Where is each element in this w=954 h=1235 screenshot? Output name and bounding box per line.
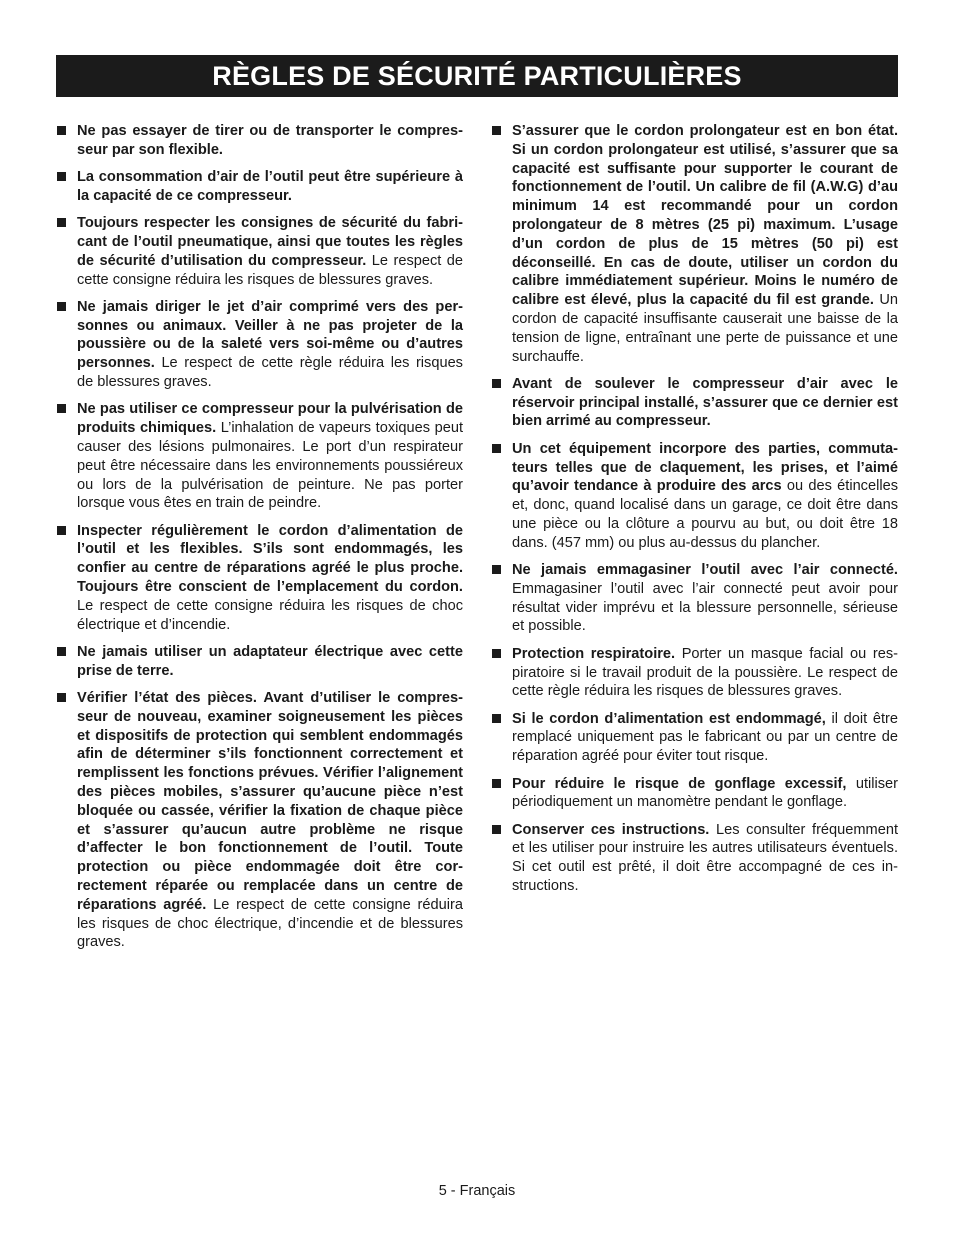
safety-rule-item [491, 775, 898, 813]
square-bullet-icon [492, 126, 501, 135]
safety-rule-item [491, 710, 898, 766]
rule-body-text: Emmagasiner l’outil avec l’air connecté peut avoir pour résultat vider imprévu et la blessure personnelle, sérieuse et possible. [512, 580, 898, 635]
square-bullet-icon [57, 404, 66, 413]
square-bullet-icon [57, 172, 66, 181]
safety-rule-item [491, 645, 898, 701]
safety-rule-item [491, 375, 898, 431]
page-footer: 5 - Français [438, 1183, 516, 1199]
rule-body-text: Le respect de cette consigne réduira les risques de choc électrique et d’incendie. [77, 597, 463, 633]
square-bullet-icon [492, 565, 501, 574]
rule-bold-text: La consommation d’air de l’outil peut être supérieure à la capacité de ce compresseur. [77, 169, 463, 204]
square-bullet-icon [492, 714, 501, 723]
square-bullet-icon [57, 526, 66, 535]
rule-bold-text: Ne jamais emmagasiner l’outil avec l’air connecté. [512, 562, 898, 579]
rule-bold-text: Toujours respecter les consignes de sécurité du fabricant de l’outil pneumatique, ainsi que toutes les règles de sécurité d’utilisation du compresseur. [77, 215, 463, 269]
square-bullet-icon [57, 302, 66, 311]
square-bullet-icon [492, 649, 501, 658]
square-bullet-icon [57, 647, 66, 656]
safety-rule-item [56, 400, 463, 513]
right-column [491, 122, 898, 904]
title-bar [56, 55, 898, 97]
rule-bold-text: Si le cordon d’alimentation est endommagé, [512, 710, 826, 727]
safety-rule-item [56, 214, 463, 289]
square-bullet-icon [57, 693, 66, 702]
safety-rule-item [491, 122, 898, 366]
rule-bold-text: Ne jamais utiliser un adaptateur électrique avec cette prise de terre. [77, 643, 463, 679]
rule-bold-text: Vérifier l’état des pièces. Avant d’utiliser le compresseur de nouveau, examiner soigneusement les pièces et dispositifs de protection qui semblent endommagés afin de déterminer s’ils fonctionnent correctement et remplissent les fonctions prévues. Vérifier l’alignement des pièces mobiles, s’assurer qu’aucune pièce n’est bloquée ou cassée, vérifier la fixation de chaque pièce et s’assurer qu’aucun autre problème ne risque d’affecter le bon fonctionnement de l’outil. Toute protection ou pièce endommagée doit être correctement réparée ou remplacée dans un centre de réparations agréé. [77, 690, 463, 913]
rule-body-text: Les consulter fréquemment et les utiliser pour instruire les autres utilisateurs éventuels. Si cet outil est prêté, il doit être accompagné de ces instructions. [512, 821, 898, 894]
rule-body-text: Le respect de cette consigne réduira les risques de choc électrique, d’incendie et de blessures graves. [77, 896, 463, 951]
page-title: RÈGLES DE SÉCURITÉ PARTICULIÈRES [212, 60, 742, 91]
rule-bold-text: Avant de soulever le compresseur d’air avec le réservoir principal installé, s’assurer que ce dernier est bien arrimé au compresseur. [512, 375, 898, 430]
rule-bold-text: Conserver ces instructions. [512, 821, 710, 838]
rule-bold-text: Protection respiratoire. [512, 645, 676, 662]
safety-rule-item [491, 821, 898, 896]
safety-rule-item [491, 440, 898, 553]
square-bullet-icon [492, 444, 501, 453]
rule-body-text: L’inhalation de vapeurs toxiques peut causer des lésions pulmonaires. Le port d’un respirateur peut être nécessaire dans les environnements poussiéreux ou lors de la pulvérisation de peinture. Ne pas porter lorsque vous êtes en train de peindre. [77, 420, 464, 512]
rule-body-text: Le respect de cette consigne réduira les risques de blessures graves. [77, 252, 463, 288]
safety-rule-item [56, 689, 463, 952]
rule-body-text: il doit être remplacé uniquement pas le fabricant ou par un centre de réparation agréé pour éviter tout risque. [512, 710, 898, 765]
rule-bold-text: Ne jamais diriger le jet d’air comprimé vers des personnes ou animaux. Veiller à ne pas projeter de la poussière ou de la saleté vers soi-même ou d’autres personnes. [77, 298, 463, 372]
square-bullet-icon [492, 379, 501, 388]
safety-rule-item [56, 643, 463, 681]
rule-body-text: Porter un masque facial ou respiratoire si le travail produit de la poussière. Le respect de cette règle réduira les risques de blessures graves. [512, 645, 898, 700]
square-bullet-icon [492, 825, 501, 834]
square-bullet-icon [492, 779, 501, 788]
rule-body-text: Un cordon de capacité insuffisante causerait une baisse de la tension de ligne, entraînant une perte de puissance et une surchauffe. [512, 292, 898, 365]
safety-rule-item [491, 561, 898, 636]
rule-bold-text: Ne pas essayer de tirer ou de transporter le compresseur par son flexible. [77, 123, 463, 158]
square-bullet-icon [57, 126, 66, 135]
rule-bold-text: S’assurer que le cordon prolongateur est en bon état. Si un cordon prolongateur est utilisé, s’assurer que sa capacité est suffisante pour supporter le courant de fonctionnement de l’outil. Un calibre de fil (A.W.G) d’au minimum 14 est recommandé pour un cordon prolongateur de 8 mètres (25 pi) maximum. L’usage d’un cordon de plus de 15 mètres (50 pi) est déconseillé. En cas de doute, utiliser un cordon du calibre immédiatement supérieur. Moins le numéro de calibre est élevé, plus la capacité du fil est grande. [512, 123, 898, 309]
rule-bold-text: Inspecter régulièrement le cordon d’alimentation de l’outil et les flexibles. S’ils sont endommagés, les confier au centre de réparations agréé le plus proche. Toujours être conscient de l’emplacement du cordon. [77, 522, 463, 596]
rule-bold-text: Un cet équipement incorpore des parties, commutateurs telles que de claquement, les prises, et l’aimé qu’avoir tendance à produire des arcs [512, 440, 898, 495]
square-bullet-icon [57, 218, 66, 227]
rule-body-text: ou des étincelles et, donc, quand localisé dans un garage, ce doit être dans une pièce ou la clôture a pourvu au but, ou doit être 18 dans. (457 mm) ou plus au-dessus du plancher. [512, 478, 898, 551]
safety-rule-item [56, 168, 463, 206]
rule-body-text: Le respect de cette règle réduira les risques de blessures graves. [77, 355, 463, 391]
rule-body-text: utiliser périodiquement un manomètre pendant le gonflage. [512, 775, 899, 811]
rule-bold-text: Pour réduire le risque de gonflage excessif, [512, 775, 847, 792]
safety-rule-item [56, 522, 463, 635]
rule-bold-text: Ne pas utiliser ce compresseur pour la pulvérisation de produits chimiques. [77, 401, 463, 437]
safety-rule-item [56, 298, 463, 392]
left-column [56, 122, 463, 961]
safety-rule-item [56, 122, 463, 160]
